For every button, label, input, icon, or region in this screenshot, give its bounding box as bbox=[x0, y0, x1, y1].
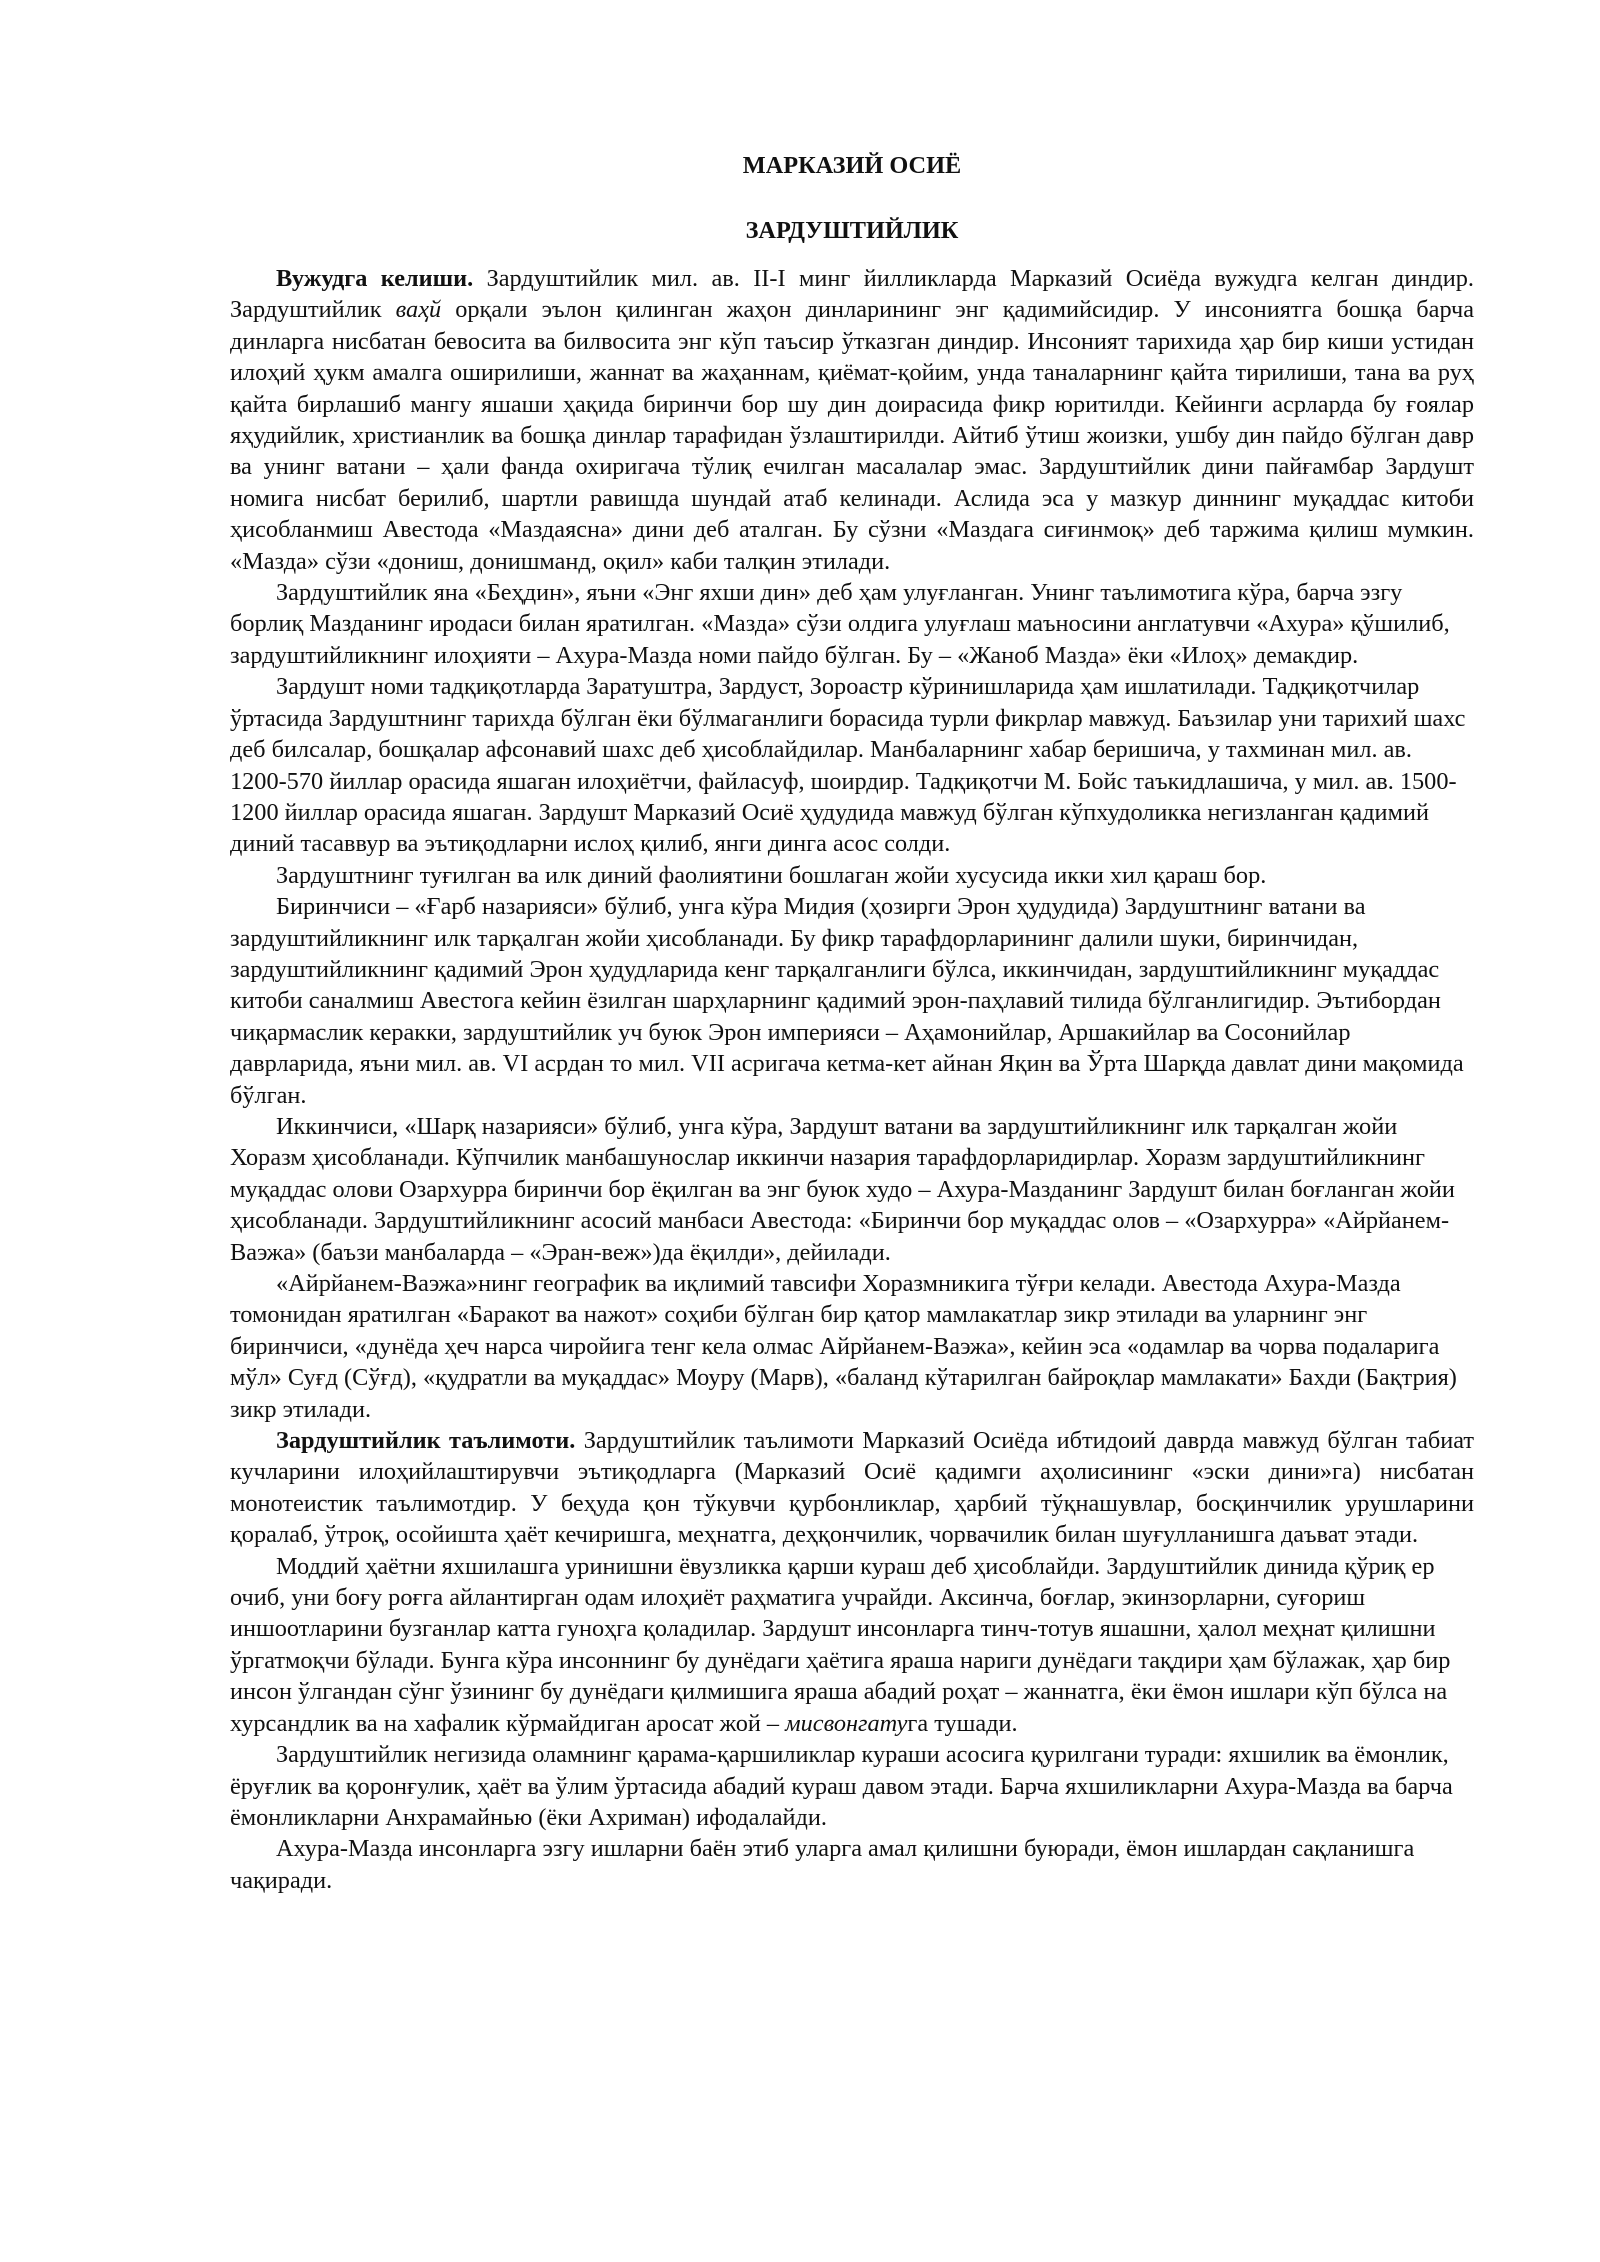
paragraph-east-theory: Иккинчиси, «Шарқ назарияси» бўлиб, унга кўра, Зардушт ватани ва зардуштийликнинг илк тарқалган жойи Хоразм ҳисобланади. Кўпчилик манбашунослар иккинчи назария тарафдорларидирлар. Хоразм зардуштийликнинг муқаддас олови Озархурра биринчи бор ёқилган ва энг буюк худо – Ахура-Мазданинг Зардушт билан боғланган жойи ҳисобланади. Зардуштийликнинг асосий манбаси Авестода: «Биринчи бор муқаддас олов – «Озархурра» «Айрйанем-Ваэжа» (баъзи манбаларда – «Эран-веж»)да ёқилди», дейилади. bbox=[230, 1112, 1455, 1266]
paragraph-teaching bbox=[230, 1425, 1474, 1551]
paragraph-behdin: Зардуштийлик яна «Беҳдин», яъни «Энг яхши дин» деб ҳам улуғланган. Унинг таълимотига кўра, барча эзгу борлиқ Мазданинг иродаси билан яратилган. «Мазда» сўзи олдига улуғлаш маъносини англатувчи «Ахура» қўшилиб, зардуштийликнинг илоҳияти – Ахура-Мазда номи пайдо бўлган. Бу – «Жаноб Мазда» ёки «Илоҳ» демакдир. bbox=[230, 579, 1450, 669]
paragraph-origin-emphasis: ваҳй bbox=[395, 296, 442, 324]
paragraph-ahura-mazda: Ахура-Мазда инсонларга эзгу ишларни баён этиб уларга амал қилишни буюради, ёмон ишлардан сақланишга чақиради. bbox=[230, 1835, 1415, 1894]
paragraph-teaching-lead: Зардуштийлик таълимоти. bbox=[276, 1427, 576, 1455]
paragraph-material-life-text-2: га тушади. bbox=[907, 1709, 1018, 1737]
region-heading: МАРКАЗИЙ ОСИЁ bbox=[742, 152, 962, 179]
paragraph-material-life bbox=[230, 1551, 1474, 1739]
paragraph-origin-lead: Вужудга келиши. bbox=[276, 265, 474, 292]
paragraph-west-theory: Биринчиси – «Ғарб назарияси» бўлиб, унга кўра Мидия (ҳозирги Эрон ҳудудида) Зардуштнинг ватани ва зардуштийликнинг илк тарқалган жойи ҳисобланади. Бу фикр тарафдорларининг далили шуки, биринчидан, зардуштийликнинг қадимий Эрон ҳудудларида кенг тарқалганлиги бўлса, иккинчидан, зардуштийликнинг муқаддас китоби саналмиш Авестога кейин ёзилган шарҳларнинг қадимий эрон-паҳлавий тилида бўлганлигидир. Эътибордан чиқармаслик керакки, зардуштийлик уч буюк Эрон империяси – Аҳамонийлар, Аршакийлар ва Сосонийлар даврларида, яъни мил. ав. VI асрдан то мил. VII асригача кетма-кет айнан Яқин ва Ўрта Шарқда давлат дини мақомида бўлган. bbox=[230, 893, 1464, 1109]
paragraph-origin-text-1: Зардуштийлик мил. ав. II-I минг йилликларда Марказий Осиёда вужудга келган диндир. Зардуштийлик bbox=[230, 265, 1474, 324]
paragraph-material-life-emphasis: мисвонгату bbox=[785, 1709, 908, 1737]
paragraph-airyanem: «Айрйанем-Ваэжа»нинг географик ва иқлимий тавсифи Хоразмникига тўғри келади. Авестода Ахура-Мазда томонидан яратилган «Баракот ва нажот» соҳиби бўлган бир қатор мамлакатлар зикр этилади ва уларнинг энг биринчиси, «дунёда ҳеч нарса чиройига тенг кела олмас Айрйанем-Ваэжа», кейин эса «одамлар ва чорва подаларига мўл» Суғд (Сўғд), «қудратли ва муқаддас» Моуру (Марв), «баланд кўтарилган байроқлар мамлакати» Бахди (Бақтрия) зикр этилади. bbox=[230, 1270, 1457, 1423]
paragraph-teaching-text: Зардуштийлик таълимоти Марказий Осиёда ибтидоий даврда мавжуд бўлган табиат кучларини илоҳийлаштирувчи эътиқодларга (Марказий Осиё қадимги аҳолисининг «эски дини»га) нисбатан монотеистик таълимотдир. У беҳуда қон тўкувчи қурбонликлар, ҳарбий тўқнашувлар, босқинчилик урушларини қоралаб, ўтроқ, осойишта ҳаёт кечиришга, меҳнатга, деҳқончилик, чорвачилик билан шуғулланишга даъват этади. bbox=[230, 1427, 1474, 1549]
document-page bbox=[230, 150, 1474, 1896]
paragraph-dualism: Зардуштийлик негизида оламнинг қарама-қаршиликлар кураши асосига қурилгани туради: яхшилик ва ёмонлик, ёруғлик ва қоронғулик, ҳаёт ва ўлим ўртасида абадий кураш давом этади. Барча яхшиликларни Ахура-Мазда ва барча ёмонликларни Анхрамайнью (ёки Ахриман) ифодалайди. bbox=[230, 1741, 1453, 1831]
paragraph-two-views: Зардуштнинг туғилган ва илк диний фаолиятини бошлаган жойи хусусида икки хил қараш бор. bbox=[276, 861, 1267, 889]
paragraph-material-life-text-1: Моддий ҳаётни яхшилашга уринишни ёвузликка қарши кураш деб ҳисоблайди. Зардуштийлик динида қўриқ ер очиб, уни боғу роғга айлантирган одам илоҳиёт раҳматига учрайди. Аксинча, боғлар, экинзорларни, суғориш иншоотларини бузганлар катта гуноҳга қоладилар. Зардушт инсонларга тинч-тотув яшашни, ҳалол меҳнат қилишни ўргатмоқчи бўлади. Бунга кўра инсоннинг бу дунёдаги ҳаётига яраша нариги дунёдаги тақдири ҳам бўлажак, ҳар бир инсон ўлгандан сўнг ўзининг бу дунёдаги қилмишига яраша абадий роҳат – жаннатга, ёки ёмон ишлари кўп бўлса на хурсандлик ва на хафалик кўрмайдиган аросат жой – bbox=[230, 1552, 1451, 1737]
paragraph-origin bbox=[230, 263, 1474, 577]
paragraph-origin-text-2: орқали эълон қилинган жаҳон динларининг энг қадимийсидир. У инсониятга бошқа барча динларга нисбатан бевосита ва билвосита энг кўп таъсир ўтказган диндир. Инсоният тарихида ҳар бир киши устидан илоҳий ҳукм амалга оширилиши, жаннат ва жаҳаннам, қиёмат-қойим, унда таналарнинг қайта тирилиши, тана ва руҳ қайта бирлашиб мангу яшаши ҳақида биринчи бор шу дин доирасида фикр юритилди. Кейинги асрларда бу ғоялар яҳудийлик, христианлик ва бошқа динлар тарафидан ўзлаштирилди. Айтиб ўтиш жоизки, ушбу дин пайдо бўлган давр ва унинг ватани – ҳали фанда охиригача тўлиқ ечилган масалалар эмас. Зардуштийлик дини пайғамбар Зардушт номига нисбат берилиб, шартли равишда шундай атаб келинади. Аслида эса у мазкур диннинг муқаддас китоби ҳисобланмиш Авестода «Маздаясна» дини деб аталган. Бу сўзни «Маздага сиғинмоқ» деб таржима қилиш мумкин. «Мазда» сўзи «дониш, донишманд, оқил» каби талқин этилади. bbox=[230, 296, 1474, 575]
paragraph-name-variants: Зардушт номи тадқиқотларда Заратуштра, Зардуст, Зороастр кўринишларида ҳам ишлатилади. Тадқиқотчилар ўртасида Зардуштнинг тарихда бўлган ёки бўлмаганлиги борасида турли фикрлар мавжуд. Баъзилар уни тарихий шахс деб билсалар, бошқалар афсонавий шахс деб ҳисоблайдилар. Манбаларнинг хабар беришича, у тахминан мил. ав. 1200-570 йиллар орасида яшаган илоҳиётчи, файласуф, шоирдир. Тадқиқотчи М. Бойс таъкидлашича, у мил. ав. 1500-1200 йиллар орасида яшаган. Зардушт Марказий Осиё ҳудудида мавжуд бўлган кўпхудоликка негизланган қадимий диний тасаввур ва эътиқодларни ислоҳ қилиб, янги динга асос солди. bbox=[230, 673, 1466, 858]
topic-heading: ЗАРДУШТИЙЛИК bbox=[745, 217, 959, 244]
